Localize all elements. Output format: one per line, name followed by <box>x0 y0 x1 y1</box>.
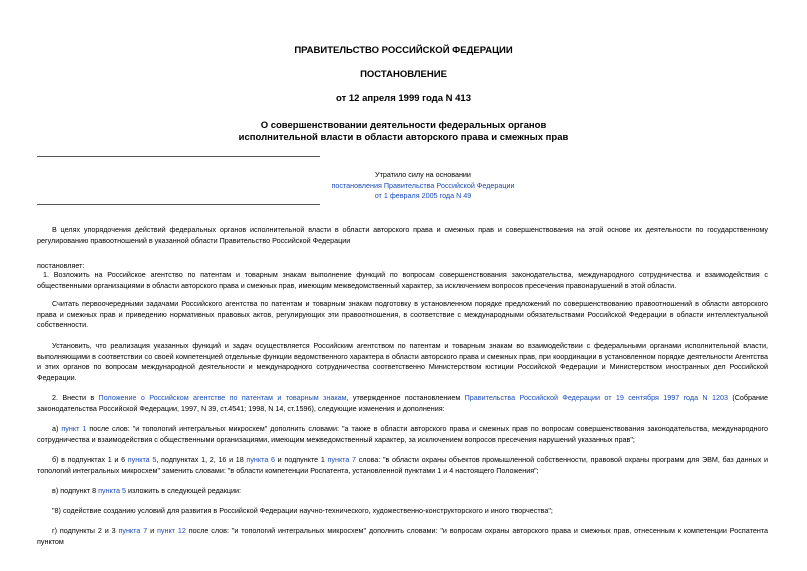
item-7-link-2[interactable]: пункта 7 <box>118 526 148 535</box>
item-5-link-2[interactable]: пункта 5 <box>98 486 126 495</box>
divider-bottom <box>37 204 320 205</box>
pg-text-a: г) подпункты 2 и 3 <box>52 526 119 535</box>
pb-text-a: б) в подпунктах 1 и 6 <box>52 455 128 464</box>
pg-text-b: и <box>147 526 157 535</box>
item-7-link[interactable]: пункта 7 <box>327 455 357 464</box>
pa-text-b: после слов: "и топологий интегральных микросхем" дополнить словами: "а также в области авторского права и смежных прав по вопросам совершенствования законодательства, международного сотрудничества и взаимодействия с общественными организациями, имеющим межведомственный характер, за исключением вопросов пресечения нарушений указанных прав"; <box>37 424 768 444</box>
paragraph-3: Установить, что реализация указанных функций и задач осуществляется Российским агентством по патентам и товарным знакам во взаимодействии с федеральными органами исполнительной власти, выполняющими в соответствии со своей компетенцией отдельные функции ведомственного характера в области авторского права и смежных прав, при координации в установленном порядке деятельности Агентства и этих органов по вопросам международной деятельности и международного сотрудничества соответственно Министерством юстиции Российской Федерации и Министерством иностранных дел Российской Федерации. <box>37 341 768 382</box>
regulation-link[interactable]: Положение о Российском агентстве по патентам и товарным знакам <box>98 393 347 402</box>
pb-text-b: , подпунктах 1, 2, 16 и 18 <box>156 455 247 464</box>
p4-text-c: (Собрание законодательства Российской Федерации, 1997, N 39, ст.4541; 1998, N 14, ст.1596), следующие изменения и дополнения: <box>37 393 768 413</box>
item-12-link[interactable]: пункт 12 <box>157 526 186 535</box>
resolves-label: постановляет: <box>37 261 85 270</box>
title-line-1: О совершенствовании деятельности федеральных органов <box>260 120 547 131</box>
paragraph-4 <box>37 393 768 414</box>
paragraph-b <box>37 455 768 476</box>
repeal-notice <box>320 170 526 202</box>
pb-text-d: слова: "в области охраны объектов промышленной собственности, правовой охраны программ для ЭВМ, баз данных и топологий интегральных микросхем" заменить словами: "в области компетенции Роспатента, установленной пунктами 1 и 4 настоящего Положения"; <box>37 455 768 475</box>
repeal-notice-text: Утратило силу на основании <box>375 170 471 179</box>
pv-text-b: изложить в следующей редакции: <box>126 486 242 495</box>
repeal-date-link[interactable]: от 1 февраля 2005 года N 49 <box>374 191 472 200</box>
p4-text-a: 2. Внести в <box>52 393 99 402</box>
item-1-link[interactable]: пункт 1 <box>61 424 87 433</box>
paragraph-8-text: "8) содействие созданию условий для развития в Российской Федерации научно-технического, художественно-конструкторского и иного творчества"; <box>52 506 553 515</box>
repeal-resolution-link[interactable]: постановления Правительства Российской Федерации <box>331 180 515 190</box>
pv-text-a: в) подпункт 8 <box>52 486 99 495</box>
resolution-1203-link[interactable]: Правительства Российской Федерации от 19 сентября 1997 года N 1203 <box>464 393 728 402</box>
p4-text-b: , утвержденное постановлением <box>346 393 465 402</box>
paragraph-v <box>37 486 768 497</box>
item-5-link[interactable]: пункта 5 <box>127 455 157 464</box>
paragraph-g <box>37 526 768 547</box>
paragraph-1: 1. Возложить на Российское агентство по патентам и товарным знакам выполнение функций по вопросам совершенствования законодательства, международного сотрудничества и взаимодействия с общественными организациями в области авторского права и смежных прав, имеющим межведомственный характер, за исключением вопросов пресечения правонарушений в этой области. <box>37 270 768 290</box>
item-6-link[interactable]: пункта 6 <box>246 455 275 464</box>
document-type: ПОСТАНОВЛЕНИЕ <box>360 69 447 80</box>
paragraph-a <box>37 424 768 445</box>
title-line-2: исполнительной власти в области авторского права и смежных прав <box>238 132 569 143</box>
document-date-number: от 12 апреля 1999 года N 413 <box>336 93 471 104</box>
pg-text-c: после слов: "и топологий интегральных микросхем" дополнить словами: "и вопросам охраны авторского права и смежных прав, отнесенным к компетенции Роспатента пунктом <box>37 526 768 546</box>
intro-paragraph: В целях упорядочения действий федеральных органов исполнительной власти в области авторского права и смежных прав и совершенствования на этой основе их деятельности по государственному регулированию правоотношений в указанной области Правительство Российской Федерации <box>37 225 768 245</box>
pb-text-c: и подпункте 1 <box>274 455 328 464</box>
pa-text-a: а) <box>52 424 62 433</box>
divider-top <box>37 156 320 157</box>
paragraph-2: Считать первоочередными задачами Российского агентства по патентам и товарным знакам подготовку в установленном порядке предложений по совершенствованию правоотношений в области авторского права и смежных прав и приведению нормативных правовых актов, регулирующих эти правоотношения, в соответствие с международными обязательствами Российской Федерации в области интеллектуальной собственности. <box>37 299 768 330</box>
government-heading: ПРАВИТЕЛЬСТВО РОССИЙСКОЙ ФЕДЕРАЦИИ <box>294 45 513 56</box>
